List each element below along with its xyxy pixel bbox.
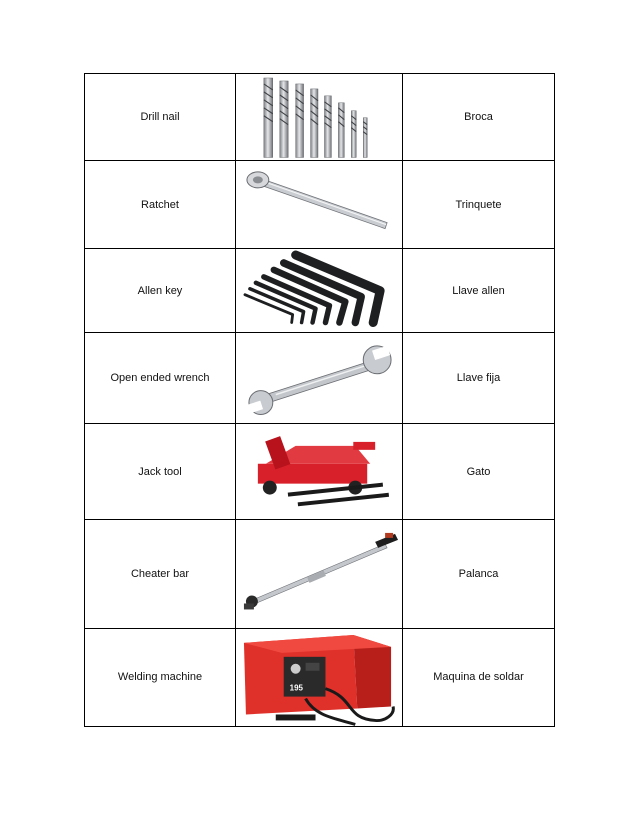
table-row [85,161,555,248]
drill-bits-icon [236,74,403,161]
welding-machine-icon [236,628,403,726]
english-term: Jack tool [85,423,236,519]
english-term: Open ended wrench [85,333,236,423]
table-row [85,248,555,332]
breaker-bar-icon [236,520,403,628]
ratchet-icon [236,161,403,248]
english-term: Allen key [85,248,236,332]
table-row [85,423,555,519]
spanish-term: Gato [403,423,555,519]
table-row [85,628,555,726]
allen-key-set-icon [236,248,403,332]
spanish-term: Palanca [403,520,555,628]
english-term: Ratchet [85,161,236,248]
table-row [85,74,555,161]
vocabulary-table [84,73,555,727]
spanish-term: Llave allen [403,248,555,332]
table-row [85,520,555,628]
spanish-term: Maquina de soldar [403,628,555,726]
english-term: Drill nail [85,74,236,161]
floor-jack-icon [236,423,403,519]
svg-text:195: 195 [289,683,303,693]
table-row [85,333,555,423]
english-term: Cheater bar [85,520,236,628]
spanish-term: Trinquete [403,161,555,248]
english-term: Welding machine [85,628,236,726]
spanish-term: Broca [403,74,555,161]
open-ended-wrench-icon [236,333,403,423]
spanish-term: Llave fija [403,333,555,423]
